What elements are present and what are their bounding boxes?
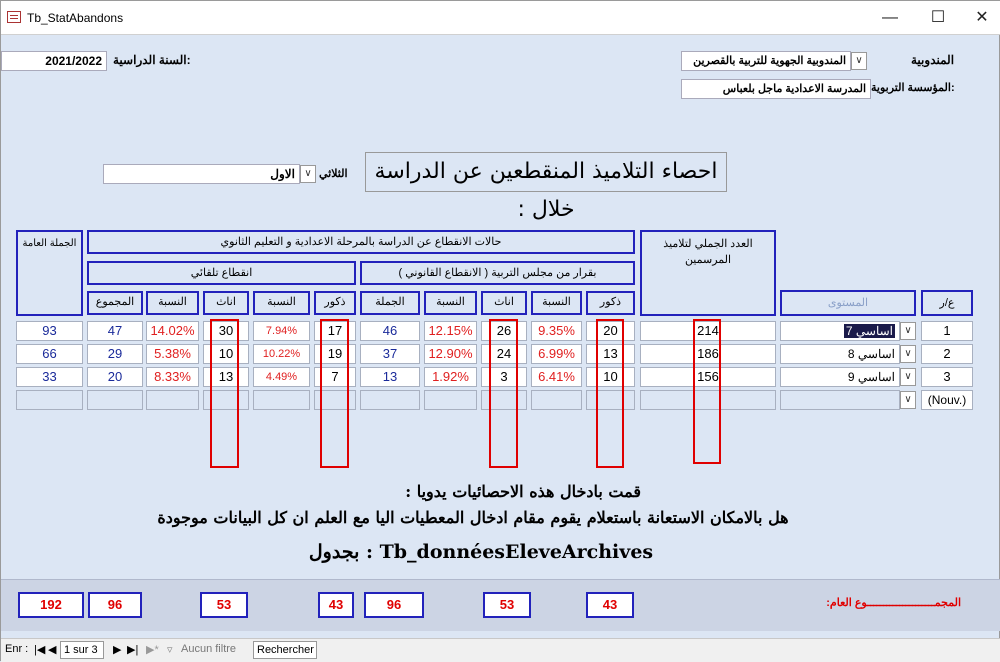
commissariat-select[interactable]: المندوبية الجهوية للتربية بالقصرين [681, 51, 851, 71]
ratio-cell[interactable]: 7.94% [253, 321, 310, 341]
level-select[interactable] [780, 390, 900, 410]
message-line-1: قمت بادخال هذه الاحصائيات يدويا : [405, 482, 641, 501]
girls-cell[interactable]: 26 [481, 321, 527, 341]
record-navigation-bar [1, 638, 1000, 662]
last-record-icon[interactable]: ▶| [127, 644, 139, 656]
minimize-icon[interactable]: — [882, 9, 898, 26]
ratio-cell[interactable]: 4.49% [253, 367, 310, 387]
level-select[interactable]: 9 اساسي [780, 367, 900, 387]
girls-cell[interactable]: 13 [203, 367, 249, 387]
ratio-cell[interactable] [253, 390, 310, 410]
chevron-down-icon[interactable]: ∨ [900, 322, 916, 340]
trimester-label: الثلاثي [319, 168, 348, 180]
sum-cell[interactable]: 20 [87, 367, 143, 387]
ratio-cell[interactable]: 12.90% [424, 344, 477, 364]
spontaneous-sum-total[interactable]: 96 [88, 592, 142, 618]
header-girls: اناث [203, 291, 249, 315]
girls-cell[interactable]: 3 [481, 367, 527, 387]
enrolled-cell[interactable]: 156 [640, 367, 776, 387]
grand-total-cell[interactable]: 93 [16, 321, 83, 341]
ratio-cell[interactable]: 6.41% [531, 367, 582, 387]
ratio-cell[interactable] [531, 390, 582, 410]
new-record-icon[interactable]: ▶* [146, 644, 159, 656]
header-sum: المجموع [87, 291, 143, 315]
level-select[interactable]: 8 اساسي [780, 344, 900, 364]
num-cell[interactable]: 1 [921, 321, 973, 341]
first-record-icon[interactable]: |◀ [34, 644, 46, 656]
header-ratio: النسبة [253, 291, 310, 315]
header-ratio: النسبة [531, 291, 582, 315]
year-label: السنة الدراسية: [113, 53, 191, 67]
boys-cell[interactable]: 20 [586, 321, 635, 341]
trimester-select[interactable]: الاول [103, 164, 300, 184]
boys-cell[interactable]: 10 [586, 367, 635, 387]
header-num: ع/ر [921, 290, 973, 316]
header-boys: ذكور [314, 291, 356, 315]
message-line-3: Tb_donnéesEleveArchives : بجدول [308, 541, 654, 563]
filter-icon: ▿ [167, 644, 173, 656]
spontaneous-boys-total[interactable]: 43 [318, 592, 354, 618]
total-cell[interactable]: 13 [360, 367, 420, 387]
header-total-enrolled: العدد الجملي لتلاميذ المرسمين [640, 230, 776, 316]
sum-cell[interactable] [87, 390, 143, 410]
council-girls-total[interactable]: 53 [483, 592, 531, 618]
header-dropout-cases: حالات الانقطاع عن الدراسة بالمرحلة الاعدادية و التعليم الثانوي [87, 230, 635, 254]
header-council-decision: بقرار من مجلس التربية ( الانقطاع القانوني ) [360, 261, 635, 285]
header-ratio: النسبة [146, 291, 199, 315]
header-boys: ذكور [586, 291, 635, 315]
level-value: 7 اساسي [845, 324, 893, 338]
grand-total-cell[interactable]: 33 [16, 367, 83, 387]
message-line-2: هل بالامكان الاستعانة باستعلام يقوم مقام ادخال المعطيات اليا مع العلم ان كل البيانات موجودة [157, 508, 789, 527]
header-grand-total: الجملة العامة [16, 230, 83, 316]
window-title: Tb_StatAbandons [27, 11, 124, 25]
total-cell[interactable] [360, 390, 420, 410]
enrolled-cell[interactable]: 186 [640, 344, 776, 364]
boys-cell[interactable]: 17 [314, 321, 356, 341]
institution-field[interactable]: المدرسة الاعدادية ماجل بلعباس [681, 79, 871, 99]
ratio-cell[interactable] [424, 390, 477, 410]
highlight-frame [210, 319, 239, 468]
girls-cell[interactable]: 24 [481, 344, 527, 364]
grand-total-sum[interactable]: 192 [18, 592, 84, 618]
record-label: Enr : [5, 643, 29, 655]
ratio-cell[interactable]: 9.35% [531, 321, 582, 341]
grand-total-cell[interactable] [16, 390, 83, 410]
chevron-down-icon[interactable]: ∨ [900, 368, 916, 386]
maximize-icon[interactable]: ☐ [930, 9, 946, 26]
num-cell[interactable]: 3 [921, 367, 973, 387]
header-spontaneous: انقطاع تلقائي [87, 261, 356, 285]
header-girls: اناث [481, 291, 527, 315]
chevron-down-icon[interactable]: ∨ [300, 165, 316, 183]
year-field[interactable]: 2021/2022 [1, 51, 107, 71]
header-level: المستوى [780, 290, 916, 316]
boys-cell[interactable]: 7 [314, 367, 356, 387]
boys-cell[interactable]: 19 [314, 344, 356, 364]
num-cell[interactable]: 2 [921, 344, 973, 364]
institution-label: المؤسسة التربوية: [871, 82, 955, 94]
ratio-cell[interactable]: 12.15% [424, 321, 477, 341]
form-icon [7, 11, 21, 23]
council-total-sum[interactable]: 96 [364, 592, 424, 618]
totals-footer [1, 579, 1000, 631]
sum-cell[interactable]: 29 [87, 344, 143, 364]
previous-record-icon[interactable]: ◀ [48, 644, 57, 656]
page-title: احصاء التلاميذ المنقطعين عن الدراسة خلال : [365, 152, 727, 192]
ratio-cell[interactable] [146, 390, 199, 410]
header-ratio: النسبة [424, 291, 477, 315]
highlight-frame [320, 319, 349, 468]
chevron-down-icon[interactable]: ∨ [900, 345, 916, 363]
grand-total-cell[interactable]: 66 [16, 344, 83, 364]
header-total: الجملة [360, 291, 420, 315]
next-record-icon[interactable]: ▶ [113, 644, 122, 656]
sum-cell[interactable]: 47 [87, 321, 143, 341]
ratio-cell[interactable]: 8.33% [146, 367, 199, 387]
total-cell[interactable]: 46 [360, 321, 420, 341]
num-cell-new[interactable]: (Nouv.) [921, 390, 973, 410]
commissariat-label: المندوبية [911, 53, 955, 67]
total-cell[interactable]: 37 [360, 344, 420, 364]
ratio-cell[interactable]: 1.92% [424, 367, 477, 387]
ratio-cell[interactable]: 14.02% [146, 321, 199, 341]
council-boys-total[interactable]: 43 [586, 592, 634, 618]
totals-label: المجمـــــــــــــــــــــوع العام: [826, 597, 961, 609]
chevron-down-icon[interactable]: ∨ [900, 391, 916, 409]
chevron-down-icon[interactable]: ∨ [851, 52, 867, 70]
search-input[interactable]: Rechercher [253, 641, 317, 659]
title-bar [1, 1, 1000, 35]
girls-cell[interactable]: 30 [203, 321, 249, 341]
spontaneous-girls-total[interactable]: 53 [200, 592, 248, 618]
highlight-frame [596, 319, 624, 468]
girls-cell[interactable]: 10 [203, 344, 249, 364]
highlight-frame [693, 319, 721, 464]
ratio-cell[interactable]: 10.22% [253, 344, 310, 364]
level-select[interactable] [780, 321, 900, 341]
filter-status[interactable]: Aucun filtre [181, 643, 237, 655]
ratio-cell[interactable]: 6.99% [531, 344, 582, 364]
enrolled-cell[interactable]: 214 [640, 321, 776, 341]
highlight-frame [489, 319, 518, 468]
ratio-cell[interactable]: 5.38% [146, 344, 199, 364]
boys-cell[interactable]: 13 [586, 344, 635, 364]
close-icon[interactable]: ✕ [975, 9, 989, 26]
record-number-field[interactable]: 1 sur 3 [60, 641, 104, 659]
